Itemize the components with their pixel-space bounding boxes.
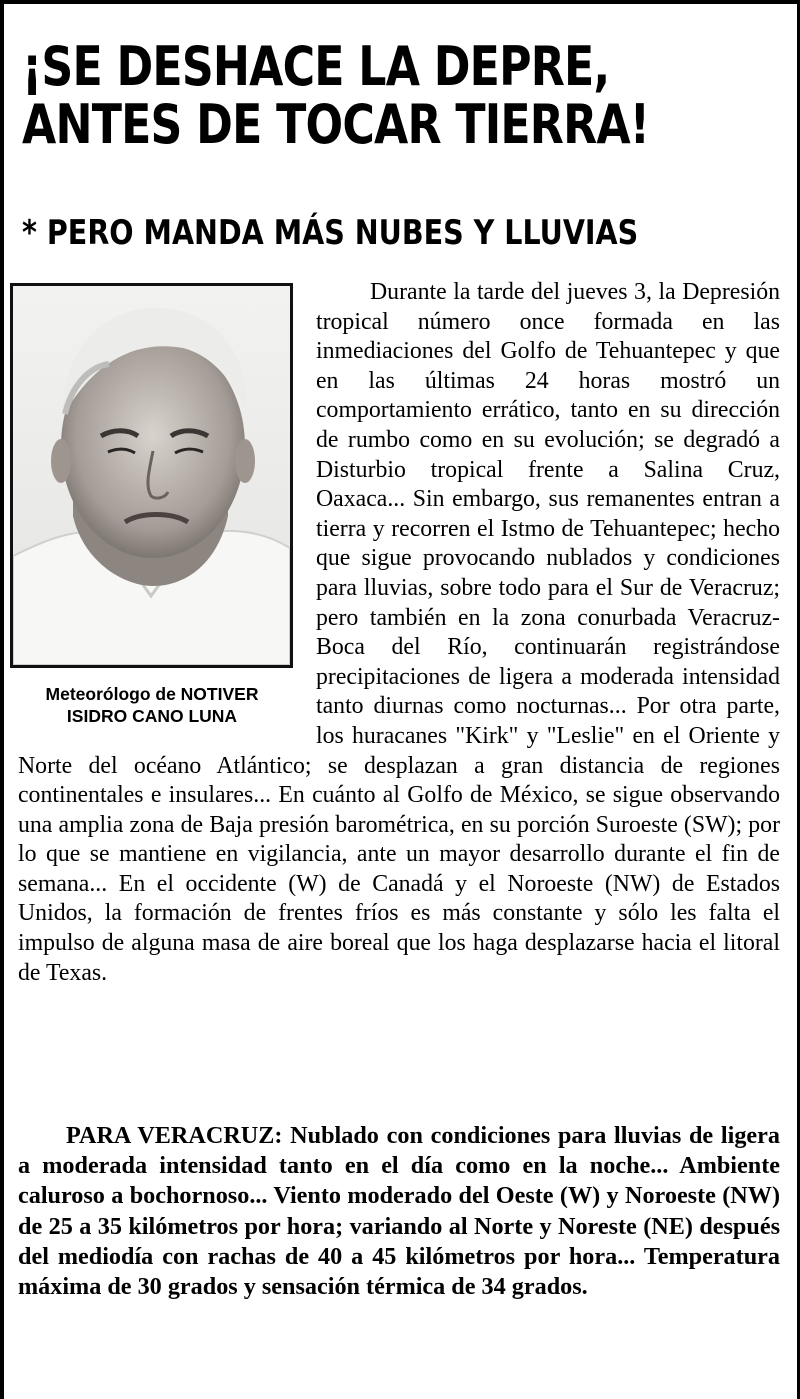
article-body — [18, 278, 780, 988]
veracruz-forecast — [18, 1121, 780, 1302]
caption-line-1: Meteorólogo de NOTIVER — [45, 684, 259, 704]
top-rule — [0, 0, 800, 4]
caption-line-2: ISIDRO CANO LUNA — [66, 706, 238, 726]
subheadline: * PERO MANDA MÁS NUBES Y LLUVIAS — [22, 213, 639, 253]
forecast-text: PARA VERACRUZ: Nublado con condiciones para lluvias de ligera a moderada intensidad tanto en el día como en la noche... Ambiente caluroso a bochornoso... Viento moderado del Oeste (W) y Noroeste (NW) de 25 a 35 kilómetros por hora; variando al Norte y Noreste (NE) después del mediodía con rachas de 40 a 45 kilómetros por hora... Temperatura máxima de 30 grados y sensación térmica de 34 grados. — [18, 1122, 780, 1301]
headline-line-1: ¡SE DESHACE LA DEPRE, — [22, 35, 610, 98]
article-body-text: Durante la tarde del jueves 3, la Depresión tropical número once formada en las inmediaciones del Golfo de Tehuantepec y que en las últimas 24 horas mostró un comportamiento errático, tanto en su dirección de rumbo como en su evolución; se degradó a Disturbio tropical frente a Salina Cruz, Oaxaca... Sin embargo, sus remanentes entran a tierra y recorren el Istmo de Tehuantepec; hecho que sigue provocando nublados y condiciones para lluvias, sobre todo para el Sur de Veracruz; pero también en la zona conurbada Veracruz-Boca del Río, continuarán registrándose precipitaciones de ligera a moderada intensidad tanto diurnas como nocturnas... Por otra parte, los huracanes "Kirk" y "Leslie" en el Oriente y Norte del océano Atlántico; se desplazan a gran distancia de regiones continentales e insulares... En cuánto al Golfo de México, se sigue observando una amplia zona de Baja presión barométrica, en su porción Suroeste (SW); por lo que se mantiene en vigilancia, ante un mayor desarrollo durante el fin de semana... En el occidente (W) de Canadá y el Noroeste (NW) de Estados Unidos, la formación de frentes fríos es más constante y sólo les falta el impulso de alguna masa de aire boreal que los haga desplazarse hacia el litoral de Texas. — [18, 279, 780, 986]
photo-wrap-spacer — [18, 278, 316, 740]
headline — [22, 35, 653, 156]
headline-line-2: ANTES DE TOCAR TIERRA! — [22, 93, 650, 156]
